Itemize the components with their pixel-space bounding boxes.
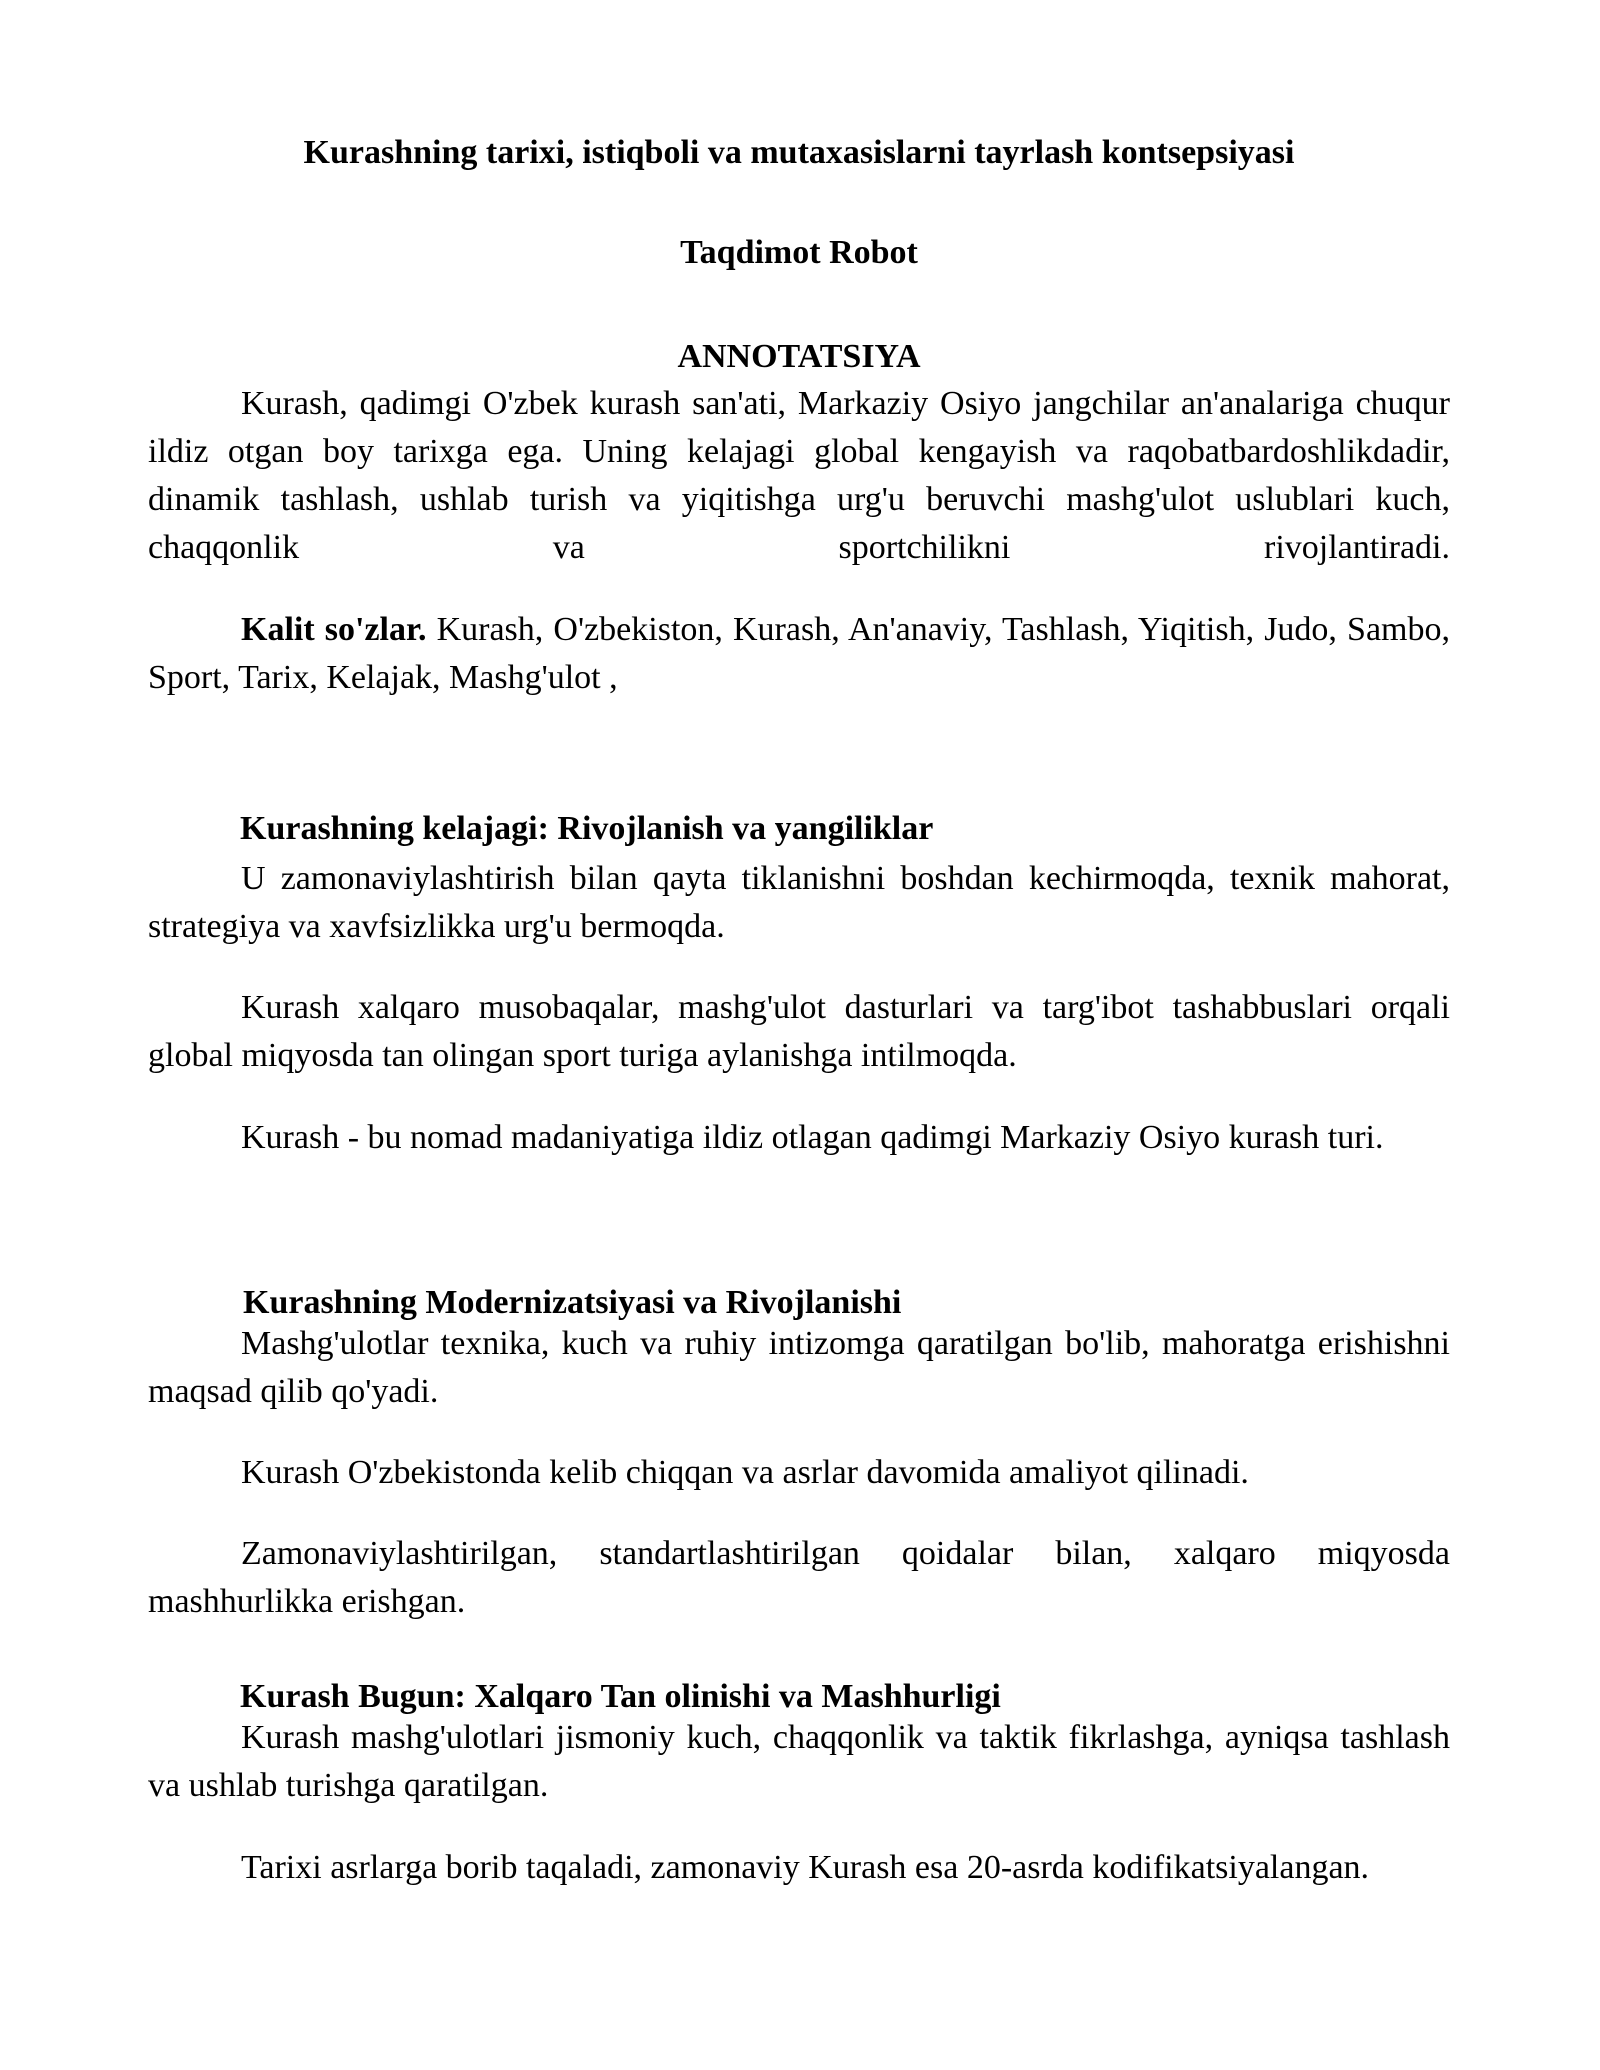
section-future-paragraph-2: Kurash xalqaro musobaqalar, mashg'ulot dasturlari va targ'ibot tashabbuslari orqali global miqyosda tan olingan sport turiga aylanishga intilmoqda. bbox=[148, 989, 1450, 1074]
section-today-paragraph-2: Tarixi asrlarga borib taqaladi, zamonaviy Kurash esa 20-asrda kodifikatsiyalangan. bbox=[241, 1849, 1370, 1886]
document-author: Taqdimot Robot bbox=[680, 234, 918, 271]
section-future-paragraph-1: U zamonaviylashtirish bilan qayta tiklanishni boshdan kechirmoqda, texnik mahorat, strategiya va xavfsizlikka urg'u bermoqda. bbox=[148, 860, 1450, 945]
section-heading-modernization: Kurashning Modernizatsiyasi va Rivojlanishi bbox=[243, 1284, 902, 1321]
section-today-paragraph-1: Kurash mashg'ulotlari jismoniy kuch, chaqqonlik va taktik fikrlashga, ayniqsa tashlash va ushlab turishga qaratilgan. bbox=[148, 1719, 1450, 1804]
annotation-paragraph: Kurash, qadimgi O'zbek kurash san'ati, Markaziy Osiyo jangchilar an'analariga chuqur ildiz otgan boy tarixga ega. Uning kelajagi global kengayish va raqobatbardoshlikdadir, dinamik tashlash, ushlab turish va yiqitishga urg'u beruvchi mashg'ulot uslublari kuch, chaqqonlik va sportchilikni rivojlantiradi. bbox=[148, 385, 1450, 566]
section-modernization-paragraph-2: Kurash O'zbekistonda kelib chiqqan va asrlar davomida amaliyot qilinadi. bbox=[241, 1454, 1249, 1491]
keywords-paragraph bbox=[148, 606, 1450, 702]
document-title: Kurashning tarixi, istiqboli va mutaxasislarni tayrlash kontsepsiyasi bbox=[303, 134, 1295, 171]
section-modernization-paragraph-3: Zamonaviylashtirilgan, standartlashtirilgan qoidalar bilan, xalqaro miqyosda mashhurlikka erishgan. bbox=[148, 1535, 1450, 1620]
section-future-paragraph-3: Kurash - bu nomad madaniyatiga ildiz otlagan qadimgi Markaziy Osiyo kurash turi. bbox=[241, 1119, 1384, 1156]
section-modernization-paragraph-1: Mashg'ulotlar texnika, kuch va ruhiy intizomga qaratilgan bo'lib, mahoratga erishishni maqsad qilib qo'yadi. bbox=[148, 1325, 1450, 1410]
keywords-label: Kalit so'zlar. bbox=[241, 611, 427, 648]
section-heading-today: Kurash Bugun: Xalqaro Tan olinishi va Mashhurligi bbox=[240, 1678, 1001, 1715]
keywords-list: Kurash, O'zbekiston, Kurash, An'anaviy, Tashlash, Yiqitish, Judo, Sambo, Sport, Tarix, Kelajak, Mashg'ulot , bbox=[148, 611, 1450, 696]
section-heading-future: Kurashning kelajagi: Rivojlanish va yangiliklar bbox=[240, 810, 934, 847]
annotation-heading: ANNOTATSIYA bbox=[677, 338, 921, 375]
